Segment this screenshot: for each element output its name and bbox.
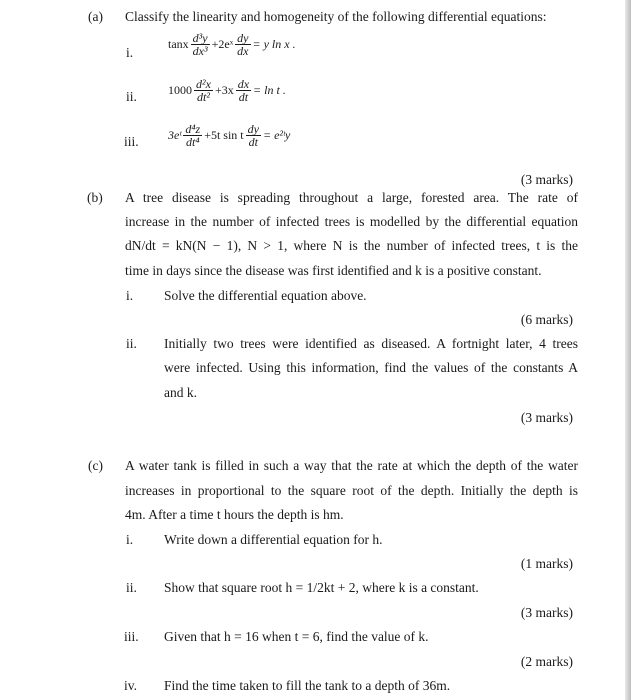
part-c-line-1: A water tank is filled in such a way that the rate at which the depth of the water — [125, 458, 578, 473]
part-c-q4-text: Find the time taken to fill the tank to a depth of 36m. — [164, 678, 451, 693]
eq3-rhs: = e²ᵗy — [262, 128, 291, 142]
eq2-fraction-1 — [194, 78, 213, 103]
eq3-number: iii. — [124, 134, 139, 149]
part-a-intro: Classify the linearity and homogeneity of the following differential equations: — [125, 9, 547, 24]
eq2-f2-den: dt — [238, 90, 249, 104]
eq2-rhs: = ln t . — [253, 83, 286, 97]
eq1-f1-den: dx³ — [192, 44, 208, 58]
equation-3 — [168, 123, 290, 148]
part-c-q2-number: ii. — [126, 580, 137, 595]
part-b-label: (b) — [87, 190, 103, 205]
eq1-number: i. — [126, 45, 134, 60]
eq2-fraction-2 — [236, 78, 251, 103]
part-c-q1-number: i. — [126, 532, 134, 547]
part-b-q1-text: Solve the differential equation above. — [164, 288, 367, 303]
part-c-line-3: 4m. After a time t hours the depth is hm. — [125, 507, 344, 522]
part-c-q1-marks: (1 marks) — [520, 556, 573, 571]
eq3-f1-num: d⁴z — [185, 122, 201, 136]
part-c-label: (c) — [88, 458, 103, 473]
eq1-f1-num: d³y — [192, 31, 208, 45]
eq1-term2: +2eˣ — [211, 37, 234, 51]
part-a-marks: (3 marks) — [520, 172, 573, 187]
equation-1 — [168, 32, 296, 57]
part-c-q2-text: Show that square root h = 1/2kt + 2, where k is a constant. — [164, 580, 479, 595]
eq1-fraction-1 — [191, 32, 210, 57]
eq1-lead: tanx — [168, 37, 189, 51]
eq1-rhs: = y ln x . — [252, 37, 296, 51]
part-b-line-4: time in days since the disease was first identified and k is a positive constant. — [125, 263, 542, 278]
eq3-fraction-1 — [183, 123, 202, 148]
part-a-label: (a) — [88, 9, 103, 24]
part-c-q3-number: iii. — [124, 629, 139, 644]
part-b-q2-line-1: Initially two trees were identified as diseased. A fortnight later, 4 trees — [164, 336, 578, 351]
part-b-q1-marks: (6 marks) — [520, 312, 573, 327]
eq2-f1-num: d²x — [196, 77, 211, 91]
eq3-fraction-2 — [246, 123, 261, 148]
eq3-f2-num: dy — [247, 122, 259, 136]
eq3-term2: +5t sin t — [204, 128, 244, 142]
eq2-f1-den: dt² — [197, 90, 210, 104]
eq2-number: ii. — [126, 89, 137, 104]
eq1-f2-den: dx — [237, 44, 249, 58]
part-b-q2-line-2: were infected. Using this information, find the values of the constants A — [164, 360, 578, 375]
part-b-q2-marks: (3 marks) — [520, 410, 573, 425]
part-c-q2-marks: (3 marks) — [520, 605, 573, 620]
page-edge-shadow — [625, 0, 631, 700]
part-b-line-2: increase in the number of infected trees is modelled by the differential equation — [125, 214, 578, 229]
eq3-lead: 3eᵗ — [168, 128, 182, 142]
part-b-q1-number: i. — [126, 288, 134, 303]
part-c-line-2: increases in proportional to the square root of the depth. Initially the depth is — [125, 483, 578, 498]
part-b-q2-number: ii. — [126, 336, 137, 351]
equation-2 — [168, 78, 286, 103]
part-c-q4-number: iv. — [124, 678, 137, 693]
part-c-q3-marks: (2 marks) — [520, 654, 573, 669]
eq1-f2-num: dy — [237, 31, 249, 45]
eq2-term2: +3x — [214, 83, 234, 97]
part-c-q1-text: Write down a differential equation for h. — [164, 532, 383, 547]
part-b-line-1: A tree disease is spreading throughout a large, forested area. The rate of — [125, 190, 578, 205]
eq3-f2-den: dt — [248, 135, 258, 149]
eq2-lead: 1000 — [168, 83, 192, 97]
part-c-q3-text: Given that h = 16 when t = 6, find the value of k. — [164, 629, 429, 644]
eq2-f2-num: dx — [237, 77, 250, 91]
part-b-line-3: dN/dt = kN(N − 1), N > 1, where N is the number of infected trees, t is the — [125, 238, 578, 253]
eq3-f1-den: dt⁴ — [186, 135, 200, 149]
part-b-q2-line-3: and k. — [164, 385, 197, 400]
eq1-fraction-2 — [235, 32, 250, 57]
